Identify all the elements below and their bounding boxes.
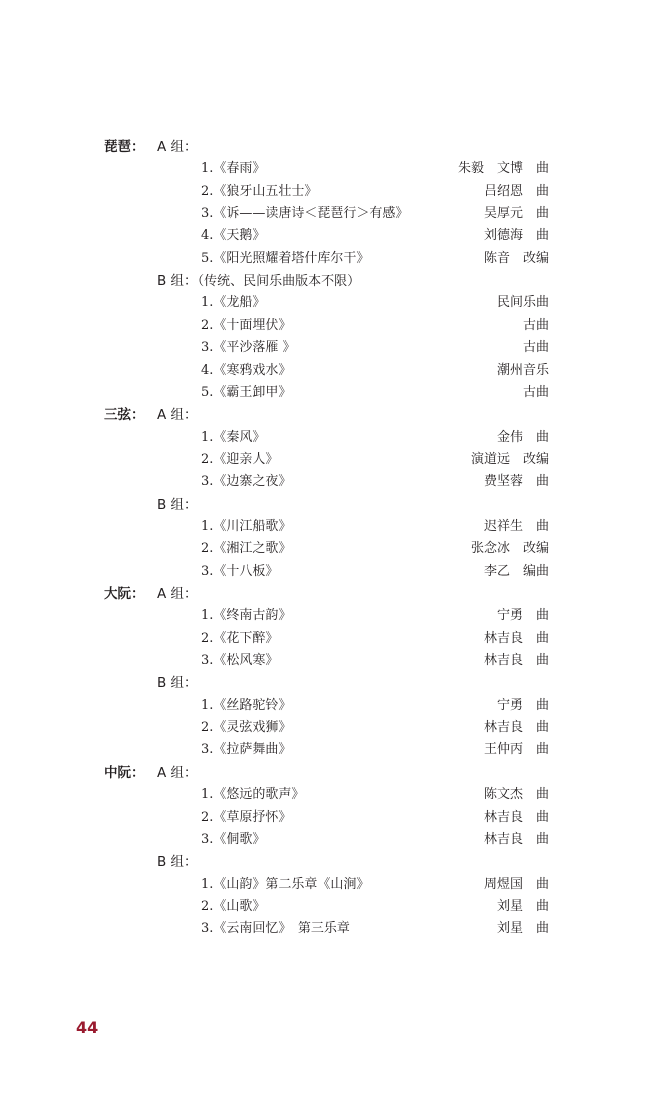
group-header-row: [0, 491, 669, 513]
piece-composer: 周煜国 曲: [483, 876, 549, 892]
piece-composer: 吕绍恩 曲: [483, 183, 549, 199]
group-header-row: [0, 401, 669, 423]
piece-title: 3.《侗歌》: [201, 831, 266, 847]
piece-row: [0, 736, 669, 758]
piece-composer: 吴厚元 曲: [483, 206, 549, 222]
piece-row: [0, 357, 669, 379]
piece-title: 3.《平沙落雁 》: [201, 340, 296, 356]
group-label: [157, 269, 360, 289]
piece-row: [0, 178, 669, 200]
group-header-row: [0, 669, 669, 691]
piece-row: [0, 334, 669, 356]
piece-composer: 陈文杰 曲: [483, 787, 549, 803]
instrument-label: 琵琶：: [104, 139, 145, 155]
piece-composer: 费坚蓉 曲: [483, 474, 549, 490]
piece-composer: 林吉良 曲: [483, 720, 549, 736]
piece-title: 2.《迎亲人》: [201, 451, 279, 467]
piece-composer: 朱毅 文博 曲: [457, 161, 549, 177]
group-name: B 组：: [157, 854, 198, 871]
piece-row: [0, 200, 669, 222]
piece-row: [0, 625, 669, 647]
piece-row: [0, 424, 669, 446]
piece-composer: 林吉良 曲: [483, 630, 549, 646]
piece-row: [0, 692, 669, 714]
group-label: [157, 671, 198, 691]
piece-row: [0, 535, 669, 557]
group-label: [157, 850, 198, 870]
piece-row: [0, 647, 669, 669]
piece-composer: 宁勇 曲: [496, 608, 549, 624]
piece-composer: 迟祥生 曲: [483, 518, 549, 534]
instrument-label: 大阮：: [104, 586, 145, 602]
piece-title: 2.《花下醉》: [201, 630, 279, 646]
piece-title: 1.《春雨》: [201, 161, 266, 177]
group-name: B 组：: [157, 273, 198, 290]
group-name: A 组：: [157, 586, 198, 602]
piece-row: [0, 513, 669, 535]
group-header-row: [0, 759, 669, 781]
group-label: [157, 582, 198, 602]
piece-title: 3.《拉萨舞曲》: [201, 742, 292, 758]
instrument-label: 三弦：: [104, 407, 145, 424]
piece-row: [0, 289, 669, 311]
piece-row: [0, 312, 669, 334]
piece-title: 1.《终南古韵》: [201, 608, 292, 624]
piece-composer: 金伟 曲: [496, 429, 549, 445]
piece-composer: 民间乐曲: [496, 295, 549, 311]
piece-title: 5.《阳光照耀着塔什库尔干》: [201, 250, 370, 266]
piece-title: 1.《山韵》第二乐章《山涧》: [201, 876, 370, 892]
piece-row: [0, 558, 669, 580]
piece-row: [0, 781, 669, 803]
group-name: A 组：: [157, 764, 198, 781]
piece-composer: 林吉良 曲: [483, 831, 549, 847]
piece-title: 3.《诉——读唐诗＜琵琶行＞有感》: [201, 206, 409, 222]
piece-composer: 古曲: [522, 340, 549, 356]
group-label: [157, 403, 198, 423]
piece-composer: 林吉良 曲: [483, 809, 549, 825]
piece-row: [0, 714, 669, 736]
piece-title: 3.《云南回忆》 第三乐章: [201, 921, 350, 937]
piece-title: 1.《川江船歌》: [201, 518, 292, 534]
piece-title: 3.《十八板》: [201, 563, 279, 579]
piece-composer: 李乙 编曲: [483, 563, 549, 579]
piece-composer: 古曲: [522, 317, 549, 333]
group-note: （传统、民间乐曲版本不限）: [197, 274, 361, 290]
piece-title: 2.《狼牙山五壮士》: [201, 183, 318, 199]
group-label: [157, 493, 198, 513]
piece-title: 1.《悠远的歌声》: [201, 787, 305, 803]
page-number: 44: [76, 1018, 99, 1037]
piece-title: 4.《寒鸦戏水》: [201, 362, 292, 378]
piece-title: 2.《草原抒怀》: [201, 809, 292, 825]
group-header-row: [0, 580, 669, 602]
piece-row: [0, 915, 669, 937]
group-header-row: [0, 267, 669, 289]
piece-composer: 演道远 改编: [470, 451, 549, 467]
piece-composer: 张念冰 改编: [470, 541, 549, 557]
piece-title: 4.《天鹅》: [201, 228, 266, 244]
piece-title: 1.《龙船》: [201, 295, 266, 311]
piece-title: 2.《湘江之歌》: [201, 541, 292, 557]
piece-row: [0, 155, 669, 177]
piece-row: [0, 468, 669, 490]
piece-composer: 刘星 曲: [496, 898, 549, 914]
group-name: A 组：: [157, 407, 198, 424]
group-label: [157, 135, 198, 155]
piece-row: [0, 446, 669, 468]
piece-row: [0, 379, 669, 401]
piece-title: 5.《霸王卸甲》: [201, 384, 292, 400]
piece-composer: 王仲丙 曲: [483, 742, 549, 758]
piece-row: [0, 602, 669, 624]
piece-composer: 林吉良 曲: [483, 653, 549, 669]
piece-row: [0, 893, 669, 915]
piece-row: [0, 826, 669, 848]
piece-composer: 陈音 改编: [483, 250, 549, 266]
piece-composer: 古曲: [522, 384, 549, 400]
piece-composer: 刘德海 曲: [483, 228, 549, 244]
piece-composer: 潮州音乐: [496, 362, 549, 378]
instrument-label: 中阮：: [104, 764, 145, 781]
group-name: B 组：: [157, 675, 198, 692]
piece-title: 3.《边寨之夜》: [201, 474, 292, 490]
piece-row: [0, 245, 669, 267]
piece-title: 1.《秦风》: [201, 429, 266, 445]
piece-title: 2.《灵弦戏狮》: [201, 720, 292, 736]
group-name: A 组：: [157, 139, 198, 155]
piece-title: 3.《松风寒》: [201, 653, 279, 669]
piece-composer: 宁勇 曲: [496, 697, 549, 713]
group-header-row: [0, 848, 669, 870]
piece-title: 2.《山歌》: [201, 898, 266, 914]
piece-row: [0, 871, 669, 893]
group-header-row: [0, 133, 669, 155]
piece-row: [0, 804, 669, 826]
piece-title: 2.《十面埋伏》: [201, 317, 292, 333]
piece-row: [0, 222, 669, 244]
group-name: B 组：: [157, 496, 198, 513]
piece-composer: 刘星 曲: [496, 921, 549, 937]
group-label: [157, 761, 198, 781]
piece-title: 1.《丝路驼铃》: [201, 697, 292, 713]
